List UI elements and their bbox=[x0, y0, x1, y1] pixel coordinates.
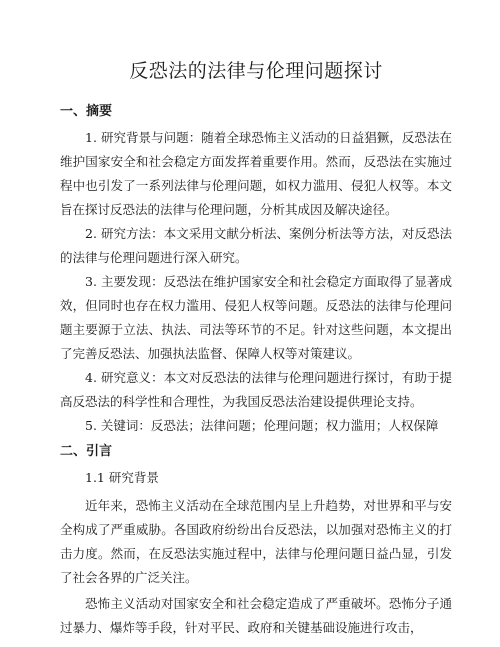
document-title: 反恐法的法律与伦理问题探讨 bbox=[129, 60, 383, 82]
intro-paragraph-2: 恐怖主义活动对国家安全和社会稳定造成了严重破坏。恐怖分子通过暴力、爆炸等手段，针对平民、政府和关键基础设施进行攻击， bbox=[60, 596, 452, 635]
abstract-item-3: 3. 主要发现：反恐法在维护国家安全和社会稳定方面取得了显著成效，但同时也存在权力滥用、侵犯人权等问题。反恐法的法律与伦理问题主要源于立法、执法、司法等环节的不足。针对这些问题，本文提出了完善反恐法、加强执法监督、保障人权等对策建议。 bbox=[60, 274, 452, 361]
subsection-heading-background: 1.1 研究背景 bbox=[85, 470, 159, 485]
intro-paragraph-1: 近年来，恐怖主义活动在全球范围内呈上升趋势，对世界和平与安全构成了严重威胁。各国政府纷纷出台反恐法，以加强对恐怖主义的打击力度。然而，在反恐法实施过程中，法律与伦理问题日益凸显，引发了社会各界的广泛关注。 bbox=[60, 498, 452, 585]
section-heading-introduction: 二、引言 bbox=[60, 444, 113, 459]
abstract-item-4: 4. 研究意义：本文对反恐法的法律与伦理问题进行探讨，有助于提高反恐法的科学性和合理性，为我国反恐法治建设提供理论支持。 bbox=[60, 370, 452, 409]
section-heading-abstract: 一、摘要 bbox=[60, 104, 113, 119]
abstract-item-1: 1. 研究背景与问题：随着全球恐怖主义活动的日益猖獗，反恐法在维护国家安全和社会稳定方面发挥着重要作用。然而，反恐法在实施过程中也引发了一系列法律与伦理问题，如权力滥用、侵犯人权等。本文旨在探讨反恐法的法律与伦理问题，分析其成因及解决途径。 bbox=[60, 130, 452, 217]
abstract-item-2: 2. 研究方法：本文采用文献分析法、案例分析法等方法，对反恐法的法律与伦理问题进行深入研究。 bbox=[60, 226, 452, 265]
abstract-item-5: 5. 关键词：反恐法；法律问题；伦理问题；权力滥用；人权保障 bbox=[85, 418, 439, 433]
